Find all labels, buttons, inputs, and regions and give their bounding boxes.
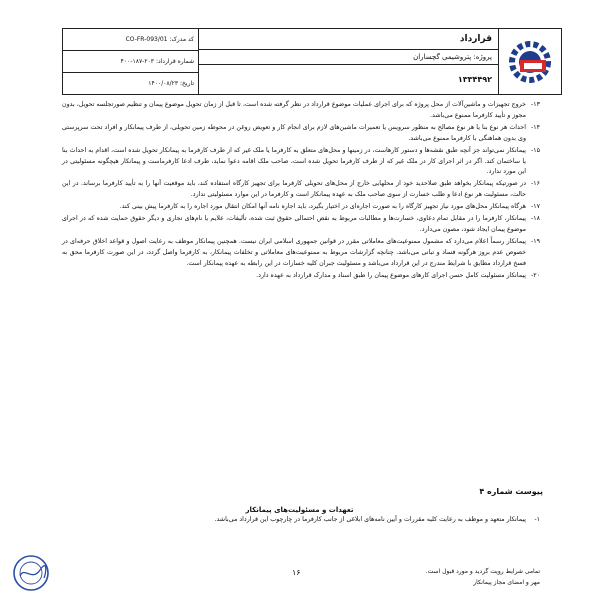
footer-acceptance	[426, 566, 540, 588]
clause-list	[62, 100, 540, 283]
project-code: ۱۳۳۴۴۹۲	[457, 75, 492, 84]
list-item	[62, 202, 540, 213]
appendix-title: پیوست شماره ۴	[479, 487, 543, 496]
clause-text: پیمانکار رسماً اعلام می‌دارد که مشمول ممنوعیت‌های معاملاتی مقرر در قوانین جمهوری اسلامی ایران نیست. همچنین پیمانکار موظف به رعایت اصول و قواعد اخلاق حرفه‌ای در خصوص عدم بروز هرگونه فساد و تبانی می‌باشد. چنانچه گزارشات مربوط به ممنوعیت‌های معاملاتی و تخلفات پیمانکار، به کارفرما واصل گردد، در این صورت کارفرما محق به فسخ قرارداد مطابق با شرایط مندرج در این قرارداد می‌باشد و مسئولیت جبران کلیه خسارات در این رابطه به عهده پیمانکار است.	[62, 237, 526, 267]
list-item	[62, 146, 540, 179]
contract-number: شماره قرارداد: ۲۰۳-۱۸۷-۴۰۰	[63, 51, 198, 73]
page-footer	[62, 566, 540, 596]
doc-code: کد مدرک: CO-FR-093/01	[63, 29, 198, 51]
clause-text: احداث هر نوع بنا یا هر نوع مصالح به منظور سرویس یا تعمیرات ماشین‌های لازم برای انجام کار و تعویض روغن در محوطه زمین تحویلی، از طرف پیمانکار و افراد تحت سرپرستی وی بدون هماهنگی با کارفرما ممنوع می‌باشد.	[62, 123, 526, 142]
page-title: قرارداد	[199, 29, 498, 50]
clause-number: ۱۵-	[530, 146, 540, 154]
clause-number: ۱۸-	[530, 215, 540, 223]
header-main	[199, 29, 498, 94]
clause-text: در صورتیکه پیمانکار بخواهد طبق صلاحدید خود از محلهایی خارج از محل‌های تحویلی کارفرما برای تجهیز کارگاه استفاده کند، باید موقعیت آنها را به تأیید کارفرما برساند. در این حالت، مسئولیت هر نوع ادعا و طلب خسارت از سوی صاحب ملک به عهده پیمانکار است و کارفرما در این موارد مسئولیتی ندارد.	[62, 180, 526, 199]
list-item	[62, 237, 540, 270]
list-item	[62, 123, 540, 145]
obligation-text: پیمانکار متعهد و موظف به رعایت کلیه مقررات و آیین نامه‌های ابلاغی از جانب کارفرما در چارچوب این قرارداد می‌باشد.	[214, 516, 526, 523]
clause-number: ۲۰-	[530, 271, 540, 279]
clause-text: پیمانکار، کارفرما را در مقابل تمام دعاوی، خسارت‌ها و مطالبات مربوط به نقض احتمالی حقوق ثبت شده، تألیفات، علایم یا نام‌های تجاری و دیگر حقوق حمایت شده که در اجرای موضوع پیمان ایجاد شود، مصون می‌دارد.	[62, 215, 526, 233]
list-item	[62, 271, 540, 282]
header-meta	[63, 29, 199, 94]
clause-number: ۱۶-	[530, 180, 540, 188]
list-item	[62, 179, 540, 201]
contract-date: تاریخ: ۱۴۰۰/۰۸/۲۳	[148, 80, 194, 87]
clause-number: ۱۴-	[530, 123, 540, 131]
list-item	[62, 100, 540, 122]
project-label: پروژه: پتروشیمی گچساران	[199, 50, 498, 65]
clause-text: هرگاه پیمانکار محل‌های مورد نیاز تجهیز کارگاه را به صورت اجاره‌ای در اختیار بگیرد، باید اجاره نامه آنها امکان انتقال مورد اجاره را به کارفرما پیش بینی کند.	[119, 203, 526, 211]
clause-number: ۱۹-	[530, 237, 540, 245]
clause-text: پیمانکار مسئولیت کامل حسن اجرای کارهای موضوع پیمان را طبق اسناد و مدارک قرارداد به عهده دارد.	[256, 271, 526, 279]
signature-label: مهر و امضای مجاز پیمانکار	[473, 579, 540, 586]
section-heading: تعهدات و مسئولیت‌های پیمانکار	[245, 506, 354, 514]
acceptance-text: تمامی شرایط رویت گردید و مورد قبول است.	[425, 568, 540, 575]
company-logo	[498, 29, 561, 94]
clause-text: پیمانکار نمی‌تواند جز آنچه طبق نقشه‌ها و دستور کارهاست، در زمینها و محل‌های متعلق به کارفرما یا ملک غیر که از طرف کارفرما به پیمانکار تحویل شده است، اقدام به احداث بنا یا ساختمان کند. اگر در اثر اجرای کار در ملک غیر که از طرف کارفرما تحویل شده است، صاحب ملک اقامه دعوا نماید، طرف ادعا کارفرماست و پیمانکار هیچگونه مسئولیتی در این مورد ندارد.	[62, 146, 526, 176]
obligation-item	[62, 516, 540, 523]
clause-number: ۱۳-	[530, 101, 540, 108]
page-number: ۱۶	[292, 568, 301, 577]
obligation-number: ۱-	[534, 516, 540, 523]
list-item	[62, 214, 540, 236]
clause-text: خروج تجهیزات و ماشین‌آلات از محل پروژه که برای اجرای عملیات موضوع قرارداد در نظر گرفته شده است، تا قبل از زمان تحویل موضوع پیمان و تنظیم صورتجلسه تحویل، بدون مجوز و تأیید کارفرما ممنوع می‌باشد.	[62, 101, 526, 119]
gear-logo-icon	[504, 36, 556, 88]
header-table	[62, 28, 562, 95]
signature-stamp-icon	[10, 552, 52, 594]
clause-number: ۱۷-	[530, 203, 540, 211]
